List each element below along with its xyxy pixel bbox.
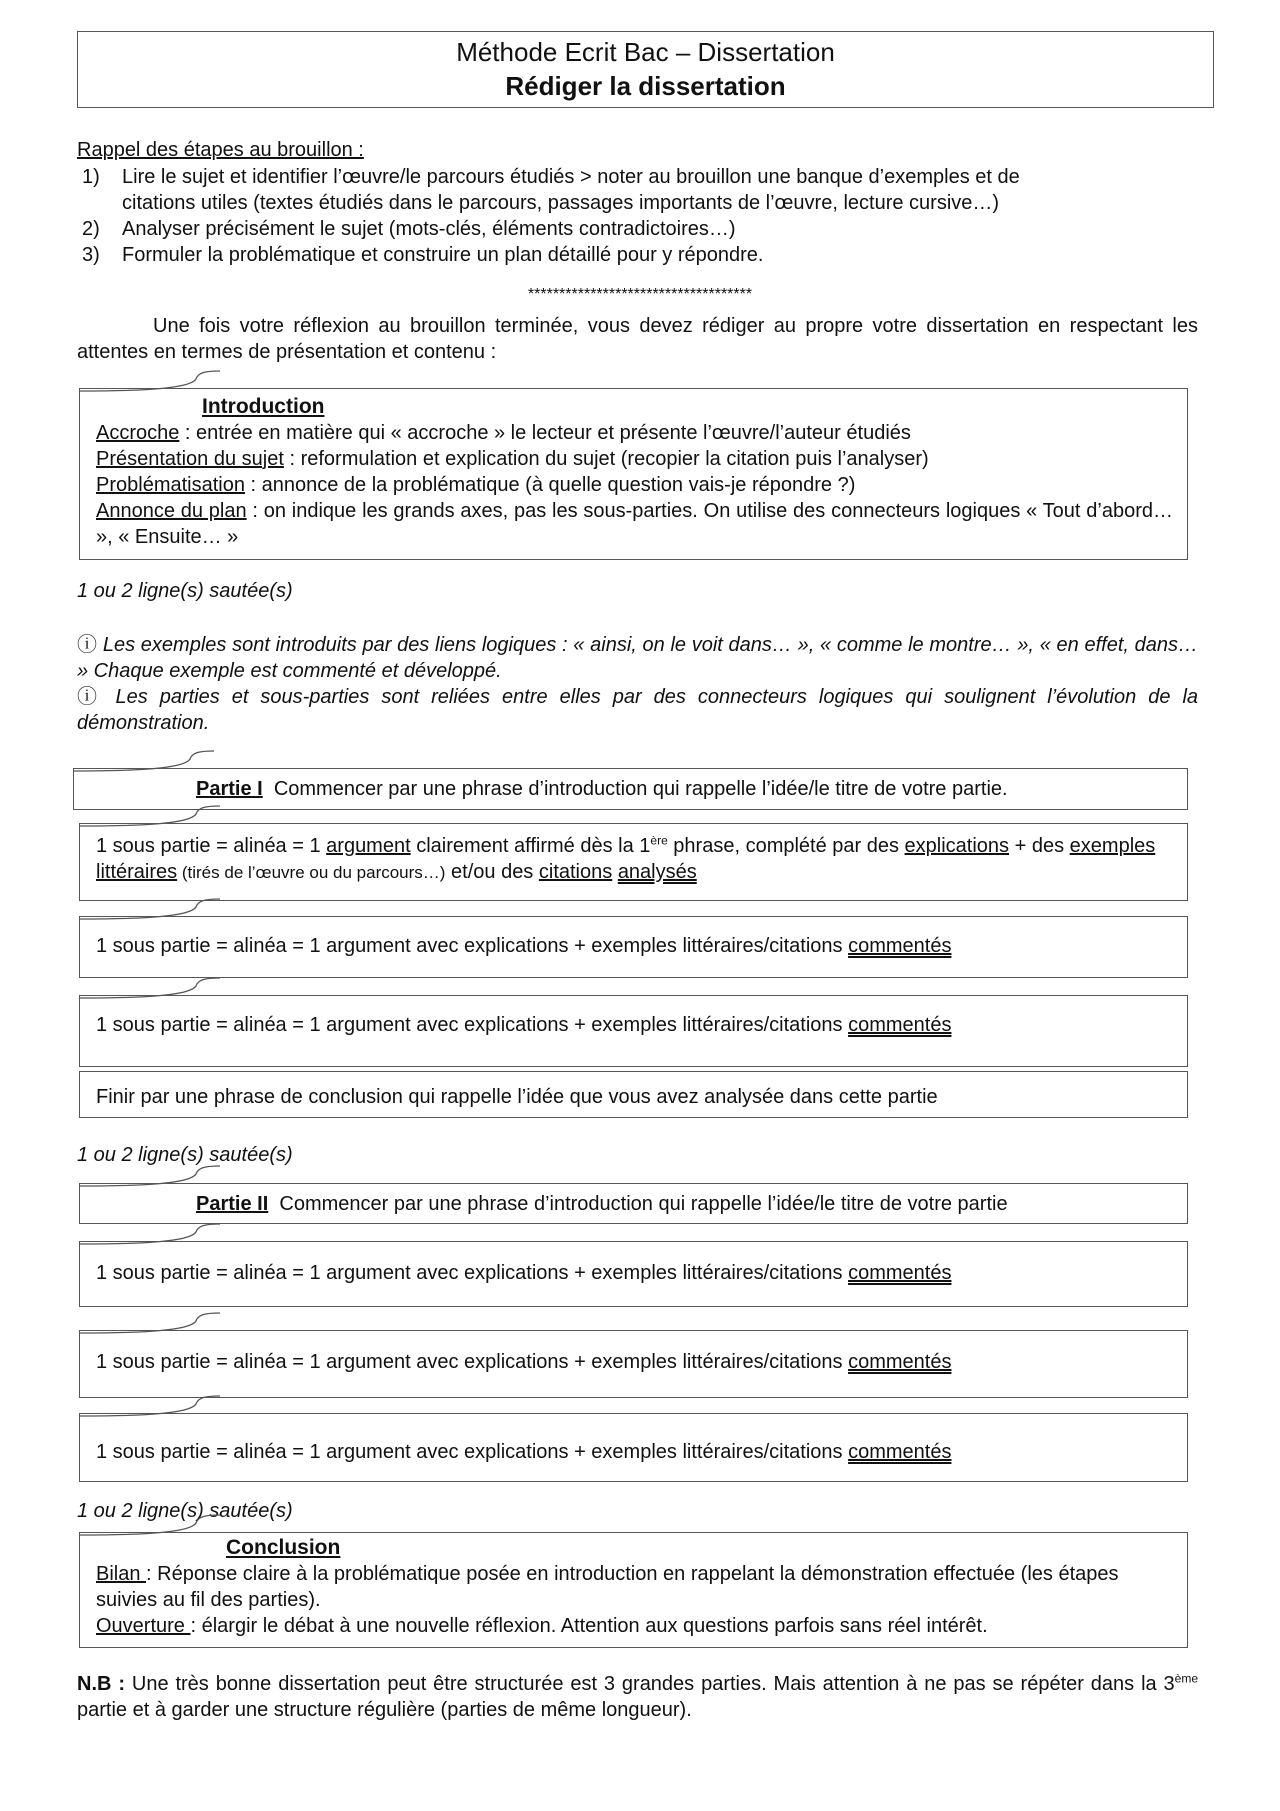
partie2-header-box [79, 1183, 1188, 1224]
document-subtitle: Rédiger la dissertation [505, 71, 786, 101]
list-item [82, 216, 1202, 242]
sub-partie-box [79, 1241, 1188, 1307]
sub-partie-text: 1 sous partie = alinéa = 1 argument avec explications + exemples littéraires/citations commentés [96, 1351, 952, 1373]
sub-partie-text: 1 sous partie = alinéa = 1 argument avec explications + exemples littéraires/citations commentés [96, 1262, 952, 1284]
sub-partie-box [79, 1413, 1188, 1482]
item-text: Analyser précisément le sujet (mots-clés, éléments contradictoires…) [122, 218, 736, 240]
separator: ************************************ [527, 286, 753, 303]
conclusion-box [79, 1532, 1188, 1648]
partie2-header: Partie II Commencer par une phrase d’introduction qui rappelle l’idée/le titre de votre partie [196, 1193, 1008, 1215]
introduction-content [96, 420, 1173, 550]
sub-partie-box [79, 823, 1188, 901]
tab-curve-icon [74, 751, 214, 771]
nb-label: N.B : [77, 1673, 125, 1695]
tips [77, 632, 1198, 736]
document-title: Méthode Ecrit Bac – Dissertation [456, 37, 835, 67]
tip: ⓘ Les parties et sous-parties sont reliées entre elles par des connecteurs logiques qui soulignent l’évolution de la démonstration. [77, 686, 1199, 734]
sub-partie-text: 1 sous partie = alinéa = 1 argument avec explications + exemples littéraires/citations commentés [96, 935, 952, 957]
tab-curve-icon [80, 978, 220, 998]
intro-row: Présentation du sujet : reformulation et explication du sujet (recopier la citation puis l’analyser) [96, 448, 929, 470]
tab-curve-icon [80, 1224, 220, 1244]
info-icon: ⓘ [77, 686, 104, 708]
conclusion-row: Ouverture : élargir le débat à une nouvelle réflexion. Attention aux questions parfois sans réel intérêt. [96, 1615, 988, 1637]
partie1-header-box [73, 768, 1188, 810]
info-icon: ⓘ [77, 634, 98, 656]
sub-partie-text: 1 sous partie = alinéa = 1 argument avec explications + exemples littéraires/citations commentés [96, 1441, 952, 1463]
tab-curve-icon [80, 1396, 220, 1416]
title-box [77, 31, 1214, 108]
skip-line-note: 1 ou 2 ligne(s) sautée(s) [77, 1500, 293, 1522]
list-item [82, 164, 1202, 216]
conclusion-row: Bilan : Réponse claire à la problématique posée en introduction en rappelant la démonstration effectuée (les étapes suivies au fil des parties). [96, 1563, 1119, 1611]
item-number: 1) [82, 166, 100, 188]
introduction-title: Introduction [202, 395, 325, 418]
partie1-header: Partie I Commencer par une phrase d’introduction qui rappelle l’idée/le titre de votre partie. [196, 778, 1008, 800]
tab-curve-icon [80, 1166, 220, 1186]
item-number: 3) [82, 244, 100, 266]
list-item [82, 242, 1202, 268]
sub-partie-text: 1 sous partie = alinéa = 1 argument clairement affirmé dès la 1ère phrase, complété par des explications + des exemples littéraires (tirés de l’œuvre ou du parcours…) et/ou des citations analysés [96, 833, 1156, 883]
sub-partie-box [79, 995, 1188, 1067]
skip-line-note: 1 ou 2 ligne(s) sautée(s) [77, 1144, 293, 1166]
skip-line-note: 1 ou 2 ligne(s) sautée(s) [77, 580, 293, 602]
item-number: 2) [82, 218, 100, 240]
rappel-list [82, 164, 1202, 268]
nb-note: N.B : Une très bonne dissertation peut être structurée est 3 grandes parties. Mais attention à ne pas se répéter dans la 3ème partie et à garder une structure régulière (parties de même longueur). [77, 1671, 1198, 1721]
tab-curve-icon [80, 899, 220, 919]
sub-partie-text: 1 sous partie = alinéa = 1 argument avec explications + exemples littéraires/citations commentés [96, 1014, 952, 1036]
intro-paragraph: Une fois votre réflexion au brouillon terminée, vous devez rédiger au propre votre dissertation en respectant les attentes en termes de présentation et contenu : [77, 315, 1198, 363]
tab-curve-icon [80, 1515, 220, 1535]
sub-partie-box [79, 1330, 1188, 1398]
intro-row: Accroche : entrée en matière qui « accroche » le lecteur et présente l’œuvre/l’auteur étudiés [96, 422, 911, 444]
conclusion-content [96, 1561, 1147, 1639]
item-text: Lire le sujet et identifier l’œuvre/le parcours étudiés > noter au brouillon une banque d’exemples et de citations utiles (textes étudiés dans le parcours, passages importants de l’œuvre, lecture cursive…) [122, 166, 1020, 214]
partie1-conclusion: Finir par une phrase de conclusion qui rappelle l’idée que vous avez analysée dans cette partie [96, 1086, 938, 1108]
intro-row: Problématisation : annonce de la problématique (à quelle question vais-je répondre ?) [96, 474, 856, 496]
tip: ⓘ Les exemples sont introduits par des liens logiques : « ainsi, on le voit dans… », « comme le montre… », « en effet, dans… » Chaque exemple est commenté et développé. [77, 634, 1199, 682]
partie1-conclusion-box [79, 1071, 1188, 1118]
tab-curve-icon [80, 371, 220, 391]
tab-curve-icon [80, 1313, 220, 1333]
tab-curve-icon [80, 806, 220, 826]
sub-partie-box [79, 916, 1188, 978]
item-text: Formuler la problématique et construire un plan détaillé pour y répondre. [122, 244, 764, 266]
conclusion-title: Conclusion [226, 1536, 341, 1559]
rappel-heading: Rappel des étapes au brouillon : [77, 139, 364, 161]
partie1-label: Partie I [196, 778, 263, 800]
intro-row: Annonce du plan : on indique les grands axes, pas les sous-parties. On utilise des connecteurs logiques « Tout d’abord… », « Ensuite… » [96, 500, 1173, 548]
partie2-label: Partie II [196, 1193, 269, 1215]
introduction-box [79, 388, 1188, 560]
